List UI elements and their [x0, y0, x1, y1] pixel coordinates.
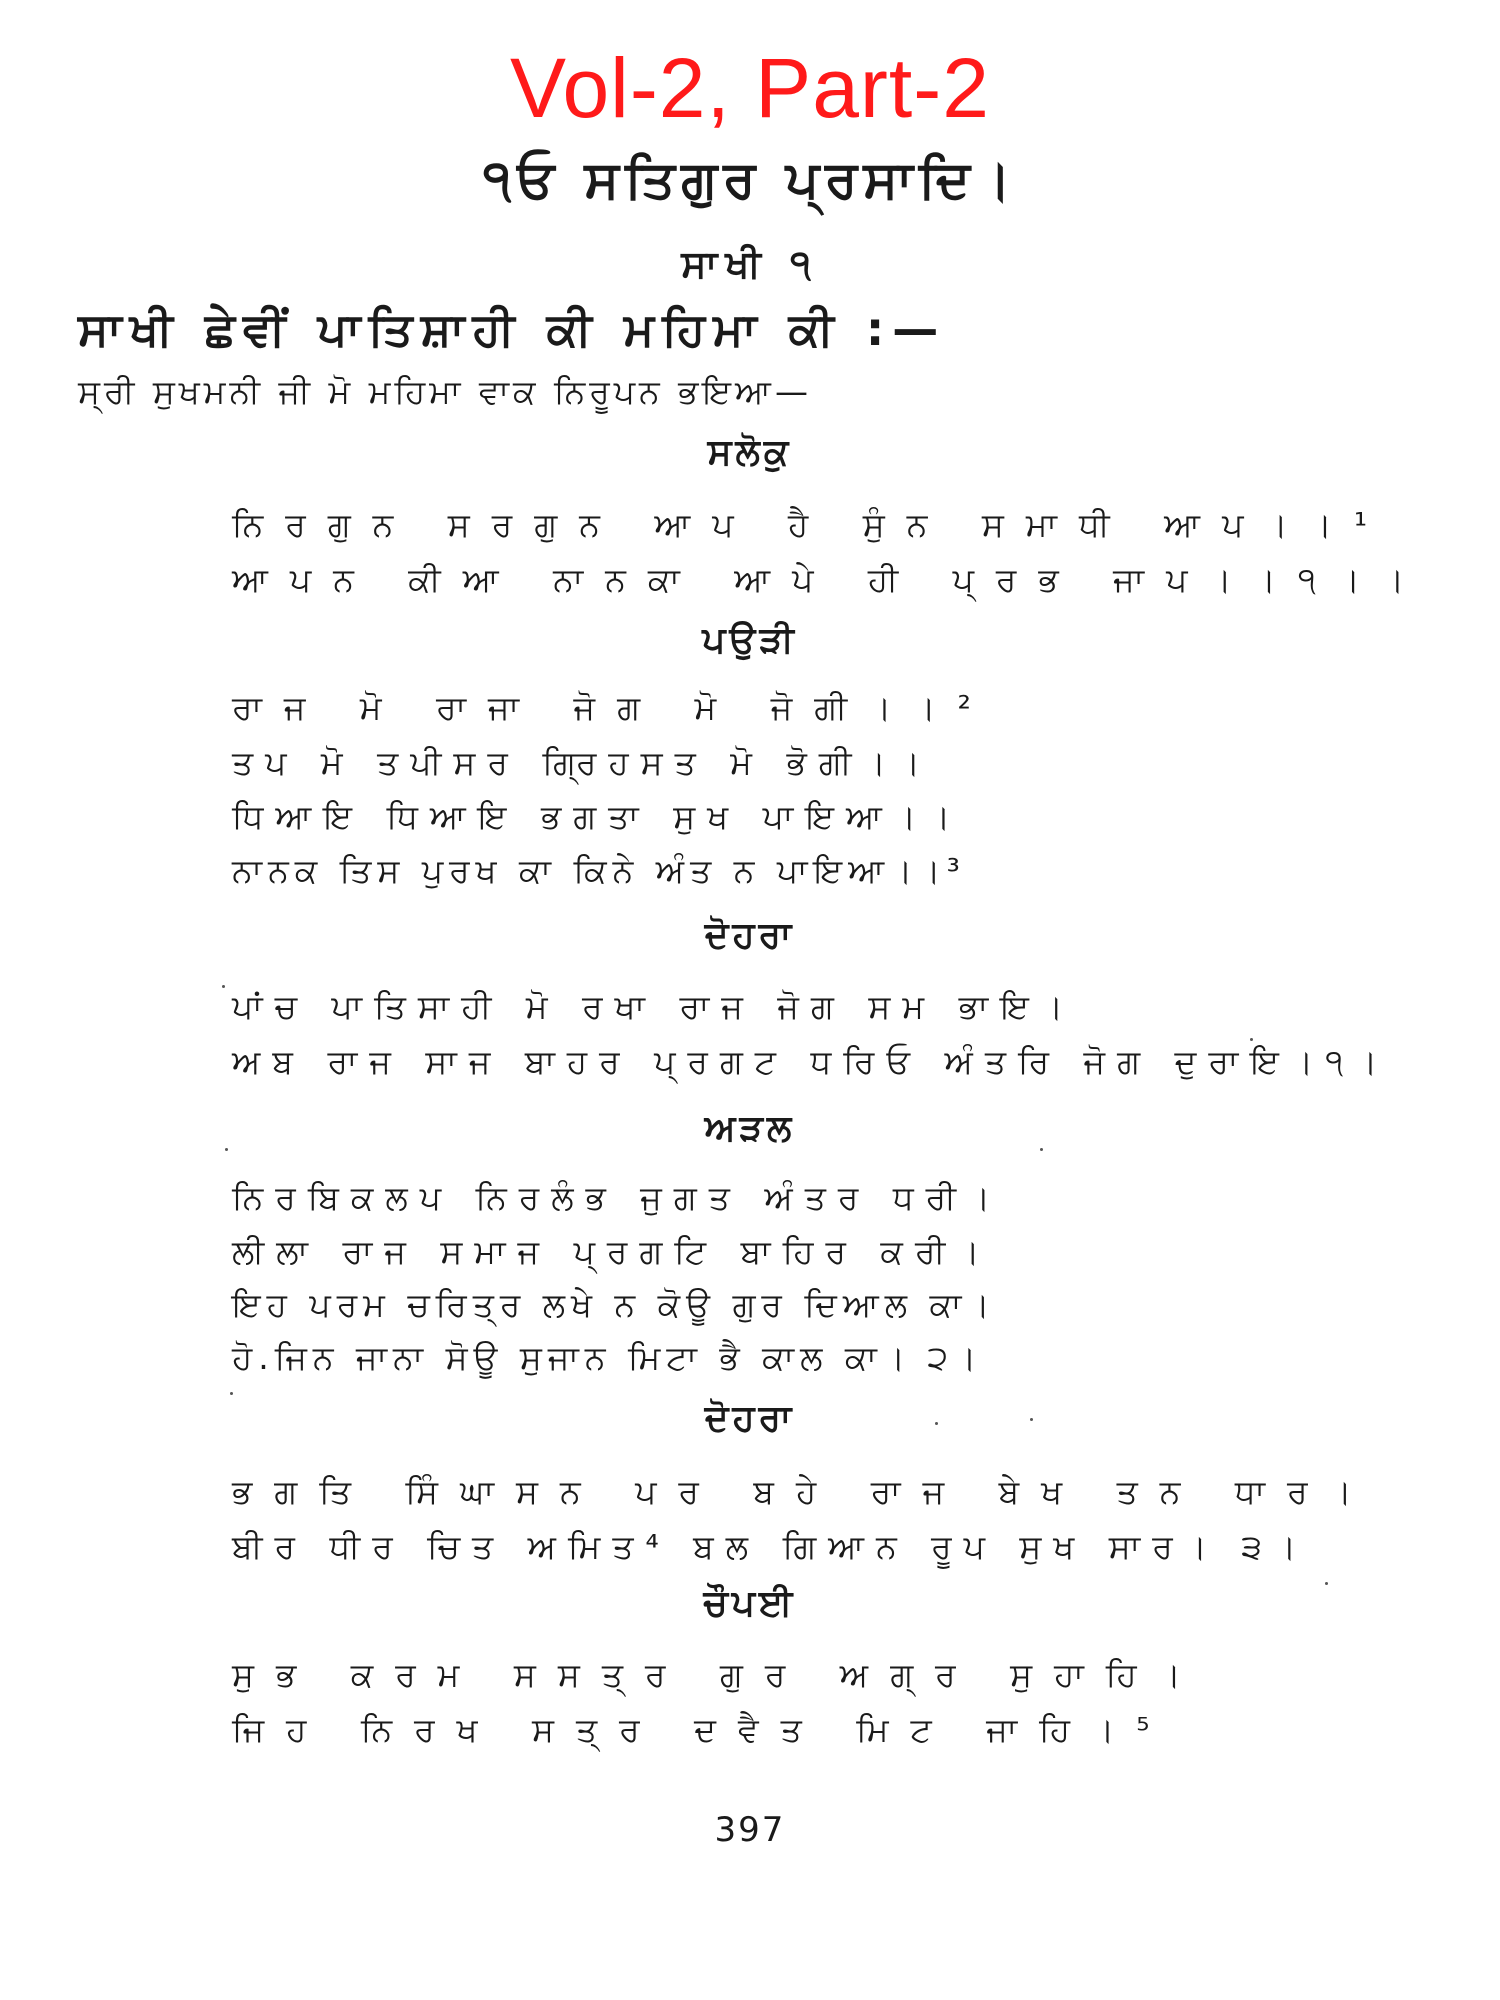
invocation-line: ੧ਓ ਸਤਿਗੁਰ ਪ੍ਰਸਾਦਿ। [482, 150, 1018, 210]
verse-line: ਆਪਨ ਕੀਆ ਨਾਨਕਾ ਆਪੇ ਹੀ ਪ੍ਰਭ ਜਾਪ।।੧।। [232, 560, 1427, 599]
scan-speck [225, 1148, 228, 1151]
verse-line: ਅਬ ਰਾਜ ਸਾਜ ਬਾਹਰ ਪ੍ਰਗਟ ਧਰਿਓ ਅੰਤਰਿ ਜੋਗ ਦੁਰਾਇ।੧। [232, 1042, 1390, 1081]
verse-line: ਸੁਭ ਕਰਮ ਸਸਤ੍ਰ ਗੁਰ ਅਗ੍ਰ ਸੁਹਾਹਿ। [232, 1655, 1203, 1694]
verse-line: ਹੋ.ਜਿਨ ਜਾਨਾ ਸੋਊ ਸੁਜਾਨ ਮਿਟਾ ਭੈ ਕਾਲ ਕਾ। ੨। [232, 1338, 983, 1377]
verse-line: ਲੀਲਾ ਰਾਜ ਸਮਾਜ ਪ੍ਰਗਟਿ ਬਾਹਿਰ ਕਰੀ। [232, 1232, 992, 1271]
scan-speck [1325, 1582, 1328, 1585]
section-heading-chaupai: ਚੌਪਈ [703, 1583, 797, 1624]
scan-speck [230, 1392, 233, 1395]
verse-line: ਨਿਰਗੁਨ ਸਰਗੁਨ ਆਪ ਹੈ ਸੁੰਨ ਸਮਾਧੀ ਆਪ।।¹ [232, 505, 1390, 544]
scan-speck [935, 1422, 938, 1425]
intro-line: ਸ੍ਰੀ ਸੁਖਮਨੀ ਜੀ ਮੋ ਮਹਿਮਾ ਵਾਕ ਨਿਰੂਪਨ ਭਇਆ— [78, 372, 812, 411]
verse-line: ਪਾਂਚ ਪਾਤਿਸਾਹੀ ਮੋ ਰਖਾ ਰਾਜ ਜੋਗ ਸਮ ਭਾਇ। [232, 987, 1076, 1026]
scan-speck [1250, 1038, 1253, 1041]
volume-label: Vol-2, Part-2 [510, 41, 990, 135]
verse-line: ਜਿਹ ਨਿਰਖ ਸਤ੍ਰ ਦਵੈਤ ਮਿਟ ਜਾਹਿ।⁵ [232, 1710, 1172, 1749]
page-number: 397 [714, 1810, 786, 1850]
sakhi-heading: ਸਾਖੀ ਛੇਵੀਂ ਪਾਤਿਸ਼ਾਹੀ ਕੀ ਮਹਿਮਾ ਕੀ :— [78, 302, 947, 356]
scan-speck [1030, 1418, 1033, 1421]
scan-speck [1040, 1148, 1043, 1151]
section-heading-arril: ਅੜਲ [704, 1108, 796, 1149]
verse-line: ਨਿਰਬਿਕਲਪ ਨਿਰਲੰਭ ਜੁਗਤ ਅੰਤਰ ਧਰੀ। [232, 1178, 1003, 1217]
verse-line: ਨਾਨਕ ਤਿਸ ਪੁਰਖ ਕਾ ਕਿਨੇ ਅੰਤ ਨ ਪਾਇਆ।।³ [232, 851, 966, 890]
verse-line: ਬੀਰ ਧੀਰ ਚਿਤ ਅਮਿਤ⁴ ਬਲ ਗਿਆਨ ਰੂਪ ਸੁਖ ਸਾਰ। ੩। [232, 1527, 1309, 1566]
verse-line: ਇਹ ਪਰਮ ਚਰਿਤ੍ਰ ਲਖੇ ਨ ਕੋਊ ਗੁਰ ਦਿਆਲ ਕਾ। [232, 1285, 996, 1324]
scan-speck [222, 985, 225, 988]
section-heading-pauri: ਪਉੜੀ [702, 620, 798, 661]
verse-line: ਰਾਜ ਮੋ ਰਾਜਾ ਜੋਗ ਮੋ ਜੋਗੀ।।² [232, 688, 993, 727]
section-heading-dohra: ਦੋਹਰਾ [704, 915, 796, 956]
section-heading-salok: ਸਲੋਕੁ [707, 432, 793, 473]
section-heading-dohra-2: ਦੋਹਰਾ [704, 1398, 796, 1439]
verse-line: ਧਿਆਇ ਧਿਆਇ ਭਗਤਾ ਸੁਖ ਪਾਇਆ।। [232, 797, 963, 836]
verse-line: ਤਪ ਮੋ ਤਪੀਸਰ ਗ੍ਰਿਹਸਤ ਮੋ ਭੋਗੀ।। [232, 743, 933, 782]
verse-line: ਭਗਤਿ ਸਿੰਘਾਸਨ ਪਰ ਬਹੇ ਰਾਜ ਬੇਖ ਤਨ ਧਾਰ। [232, 1472, 1374, 1511]
sakhi-number: ਸਾਖੀ ੧ [681, 242, 819, 286]
